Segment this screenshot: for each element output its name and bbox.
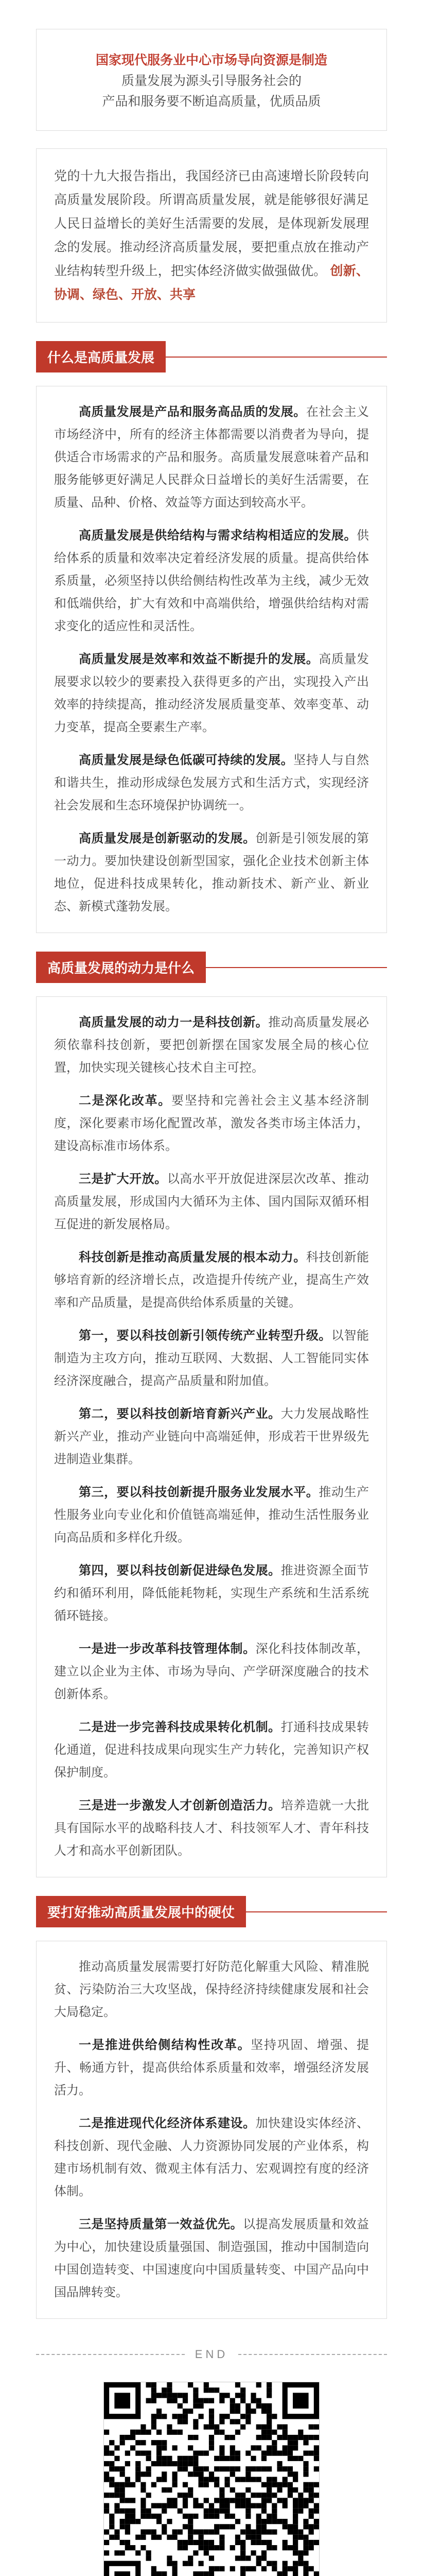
section-paragraph bbox=[54, 1168, 369, 1236]
paragraph-lead: 一是推进供给侧结构性改革。 bbox=[79, 2038, 251, 2052]
section-body bbox=[36, 996, 387, 1877]
paragraph-lead: 三是扩大开放。 bbox=[79, 1172, 167, 1186]
paragraph-text: 推动高质量发展需要打好防范化解重大风险、精准脱贫、污染防治三大攻坚战，保持经济持续健康发展和社会大局稳定。 bbox=[54, 1960, 369, 2019]
section-paragraph bbox=[54, 1481, 369, 1549]
paragraph-text: 以高水平开放促进深层次改革、推动高质量发展，形成国内大循环为主体、国内国际双循环相互促进的新发展格局。 bbox=[54, 1172, 369, 1231]
paragraph-text: 要坚持和完善社会主义基本经济制度，深化要素市场化配置改革，激发各类市场主体活力，建设高标准市场体系。 bbox=[54, 1094, 369, 1153]
section-paragraph bbox=[54, 648, 369, 739]
paragraph-text: 推动高质量发展必须依靠科技创新，要把创新摆在国家发展全局的核心位置，加快实现关键核心技术自主可控。 bbox=[54, 1015, 369, 1075]
paragraph-text: 培养造就一大批具有国际水平的战略科技人才、科技领军人才、青年科技人才和高水平创新团队。 bbox=[54, 1799, 369, 1858]
section-paragraph bbox=[54, 1090, 369, 1158]
paragraph-text: 科技创新能够培育新的经济增长点，改造提升传统产业，提高生产效率和产品质量，是提高供给体系质量的关键。 bbox=[54, 1250, 369, 1310]
paragraph-lead: 二是进一步完善科技成果转化机制。 bbox=[79, 1720, 281, 1734]
paragraph-lead: 三是进一步激发人才创新创造活力。 bbox=[79, 1799, 281, 1812]
paragraph-text: 推进资源全面节约和循环利用，降低能耗物耗，实现生产系统和生活系统循环链接。 bbox=[54, 1564, 369, 1623]
lead-text: 党的十九大报告指出，我国经济已由高速增长阶段转向高质量发展阶段。所谓高质量发展，就是能够很好满足人民日益增长的美好生活需要的发展，是体现新发展理念的发展。推动经济高质量发展，要把重点放在推动产业结构转型升级上，把实体经济做实做强做优。 bbox=[54, 169, 369, 278]
paragraph-lead: 高质量发展是产品和服务高品质的发展。 bbox=[79, 405, 306, 419]
section-paragraph bbox=[54, 1403, 369, 1471]
paragraph-text: 创新是引领发展的第一动力。要加快建设创新型国家，强化企业技术创新主体地位，促进科技成果转化，推动新技术、新产业、新业态、新模式蓬勃发展。 bbox=[54, 832, 369, 913]
paragraph-lead: 高质量发展是创新驱动的发展。 bbox=[79, 832, 256, 845]
paragraph-text: 推动生产性服务业向专业化和价值链高端延伸，推动生活性服务业向高品质和多样化升级。 bbox=[54, 1485, 369, 1545]
section-header bbox=[36, 952, 387, 983]
section-paragraph bbox=[54, 1956, 369, 2024]
paragraph-text: 供给体系的质量和效率决定着经济发展的质量。提高供给体系质量，必须坚持以供给侧结构性改革为主线，减少无效和低端供给，扩大有效和中高端供给，增强供给结构对需求变化的适应性和灵活性。 bbox=[54, 529, 369, 633]
section-tag: 要打好推动高质量发展中的硬仗 bbox=[36, 1896, 246, 1927]
end-separator bbox=[36, 2348, 387, 2361]
section-rule bbox=[206, 967, 387, 968]
hero-line-3: 产品和服务要不断追高质量，优质品质 bbox=[102, 94, 321, 109]
paragraph-lead: 二是深化改革。 bbox=[79, 1094, 171, 1108]
paragraph-text: 加快建设实体经济、科技创新、现代金融、人力资源协同发展的产业体系，构建市场机制有效、微观主体有活力、宏观调控有度的经济体制。 bbox=[54, 2116, 369, 2198]
section-paragraph bbox=[54, 1011, 369, 1079]
section-paragraph bbox=[54, 2112, 369, 2203]
qr-code[interactable] bbox=[103, 2382, 320, 2576]
paragraph-text: 在社会主义市场经济中，所有的经济主体都需要以消费者为导向，提供适合市场需求的产品和服务。高质量发展意味着产品和服务能够更好满足人民群众日益增长的美好生活需要，在质量、品种、价格、效益等方面达到较高水平。 bbox=[54, 405, 369, 510]
paragraph-lead: 第四，要以科技创新促进绿色发展。 bbox=[79, 1564, 281, 1578]
paragraph-lead: 科技创新是推动高质量发展的根本动力。 bbox=[79, 1250, 306, 1264]
hero-banner bbox=[36, 29, 387, 131]
end-dash-right bbox=[238, 2354, 387, 2355]
paragraph-lead: 三是坚持质量第一效益优先。 bbox=[79, 2217, 243, 2231]
lead-highlight: 创新、协调、绿色、开放、共享 bbox=[54, 264, 369, 302]
paragraph-text: 大力发展战略性新兴产业，推动产业链向中高端延伸，形成若干世界级先进制造业集群。 bbox=[54, 1407, 369, 1466]
section-paragraph bbox=[54, 1638, 369, 1706]
paragraph-lead: 第二，要以科技创新培育新兴产业。 bbox=[79, 1407, 281, 1421]
paragraph-lead: 一是进一步改革科技管理体制。 bbox=[79, 1642, 256, 1656]
paragraph-lead: 高质量发展是绿色低碳可持续的发展。 bbox=[79, 753, 294, 767]
qr-code-graphic bbox=[104, 2382, 319, 2576]
lead-box bbox=[36, 148, 387, 323]
section-paragraph bbox=[54, 1560, 369, 1628]
section-paragraph bbox=[54, 2034, 369, 2102]
paragraph-text: 以智能制造为主攻方向，推动互联网、大数据、人工智能同实体经济深度融合，提高产品质量和附加值。 bbox=[54, 1329, 369, 1388]
section-paragraph bbox=[54, 749, 369, 817]
paragraph-lead: 高质量发展的动力一是科技创新。 bbox=[79, 1015, 269, 1029]
section-paragraph bbox=[54, 2213, 369, 2304]
section-paragraph bbox=[54, 1325, 369, 1393]
lead-paragraph bbox=[54, 164, 369, 307]
paragraph-lead: 高质量发展是效率和效益不断提升的发展。 bbox=[79, 652, 319, 666]
hero-line-2: 质量发展为源头引导服务社会的 bbox=[121, 74, 302, 88]
paragraph-text: 以提高发展质量和效益为中心，加快建设质量强国、制造强国，推动中国制造向中国创造转变、中国速度向中国质量转变、中国产品向中国品牌转变。 bbox=[54, 2217, 369, 2299]
paragraph-text: 打通科技成果转化通道，促进科技成果向现实生产力转化，完善知识产权保护制度。 bbox=[54, 1720, 369, 1780]
paragraph-lead: 第一，要以科技创新引领传统产业转型升级。 bbox=[79, 1329, 331, 1343]
section-paragraph bbox=[54, 1794, 369, 1862]
section-rule bbox=[246, 1911, 387, 1912]
paragraph-text: 高质量发展要求以较少的要素投入获得更多的产出，实现投入产出效率的持续提高，推动经济发展质量变革、效率变革、动力变革，提高全要素生产率。 bbox=[54, 652, 369, 734]
section-paragraph bbox=[54, 827, 369, 918]
section-body bbox=[36, 1941, 387, 2319]
section-paragraph bbox=[54, 1246, 369, 1314]
hero-line-1: 国家现代服务业中心市场导向资源是制造 bbox=[95, 53, 327, 67]
section-body bbox=[36, 386, 387, 933]
end-label: END bbox=[195, 2348, 228, 2361]
section-tag: 高质量发展的动力是什么 bbox=[36, 952, 206, 983]
paragraph-lead: 二是推进现代化经济体系建设。 bbox=[79, 2116, 256, 2130]
section-paragraph bbox=[54, 524, 369, 638]
paragraph-text: 坚持人与自然和谐共生，推动形成绿色发展方式和生活方式，实现经济社会发展和生态环境保护协调统一。 bbox=[54, 753, 369, 812]
paragraph-lead: 第三，要以科技创新提升服务业发展水平。 bbox=[79, 1485, 319, 1499]
section-header bbox=[36, 1896, 387, 1927]
end-dash-left bbox=[36, 2354, 185, 2355]
article-sections bbox=[0, 341, 423, 2319]
section-header bbox=[36, 341, 387, 372]
paragraph-text: 坚持巩固、增强、提升、畅通方针，提高供给体系质量和效率，增强经济发展活力。 bbox=[54, 2038, 369, 2097]
paragraph-text: 深化科技体制改革，建立以企业为主体、市场为导向、产学研深度融合的技术创新体系。 bbox=[54, 1642, 369, 1701]
section-tag: 什么是高质量发展 bbox=[36, 341, 166, 372]
section-paragraph bbox=[54, 401, 369, 514]
section-rule bbox=[166, 357, 387, 358]
paragraph-lead: 高质量发展是供给结构与需求结构相适应的发展。 bbox=[79, 529, 357, 543]
section-paragraph bbox=[54, 1716, 369, 1784]
qr-block bbox=[103, 2382, 320, 2576]
